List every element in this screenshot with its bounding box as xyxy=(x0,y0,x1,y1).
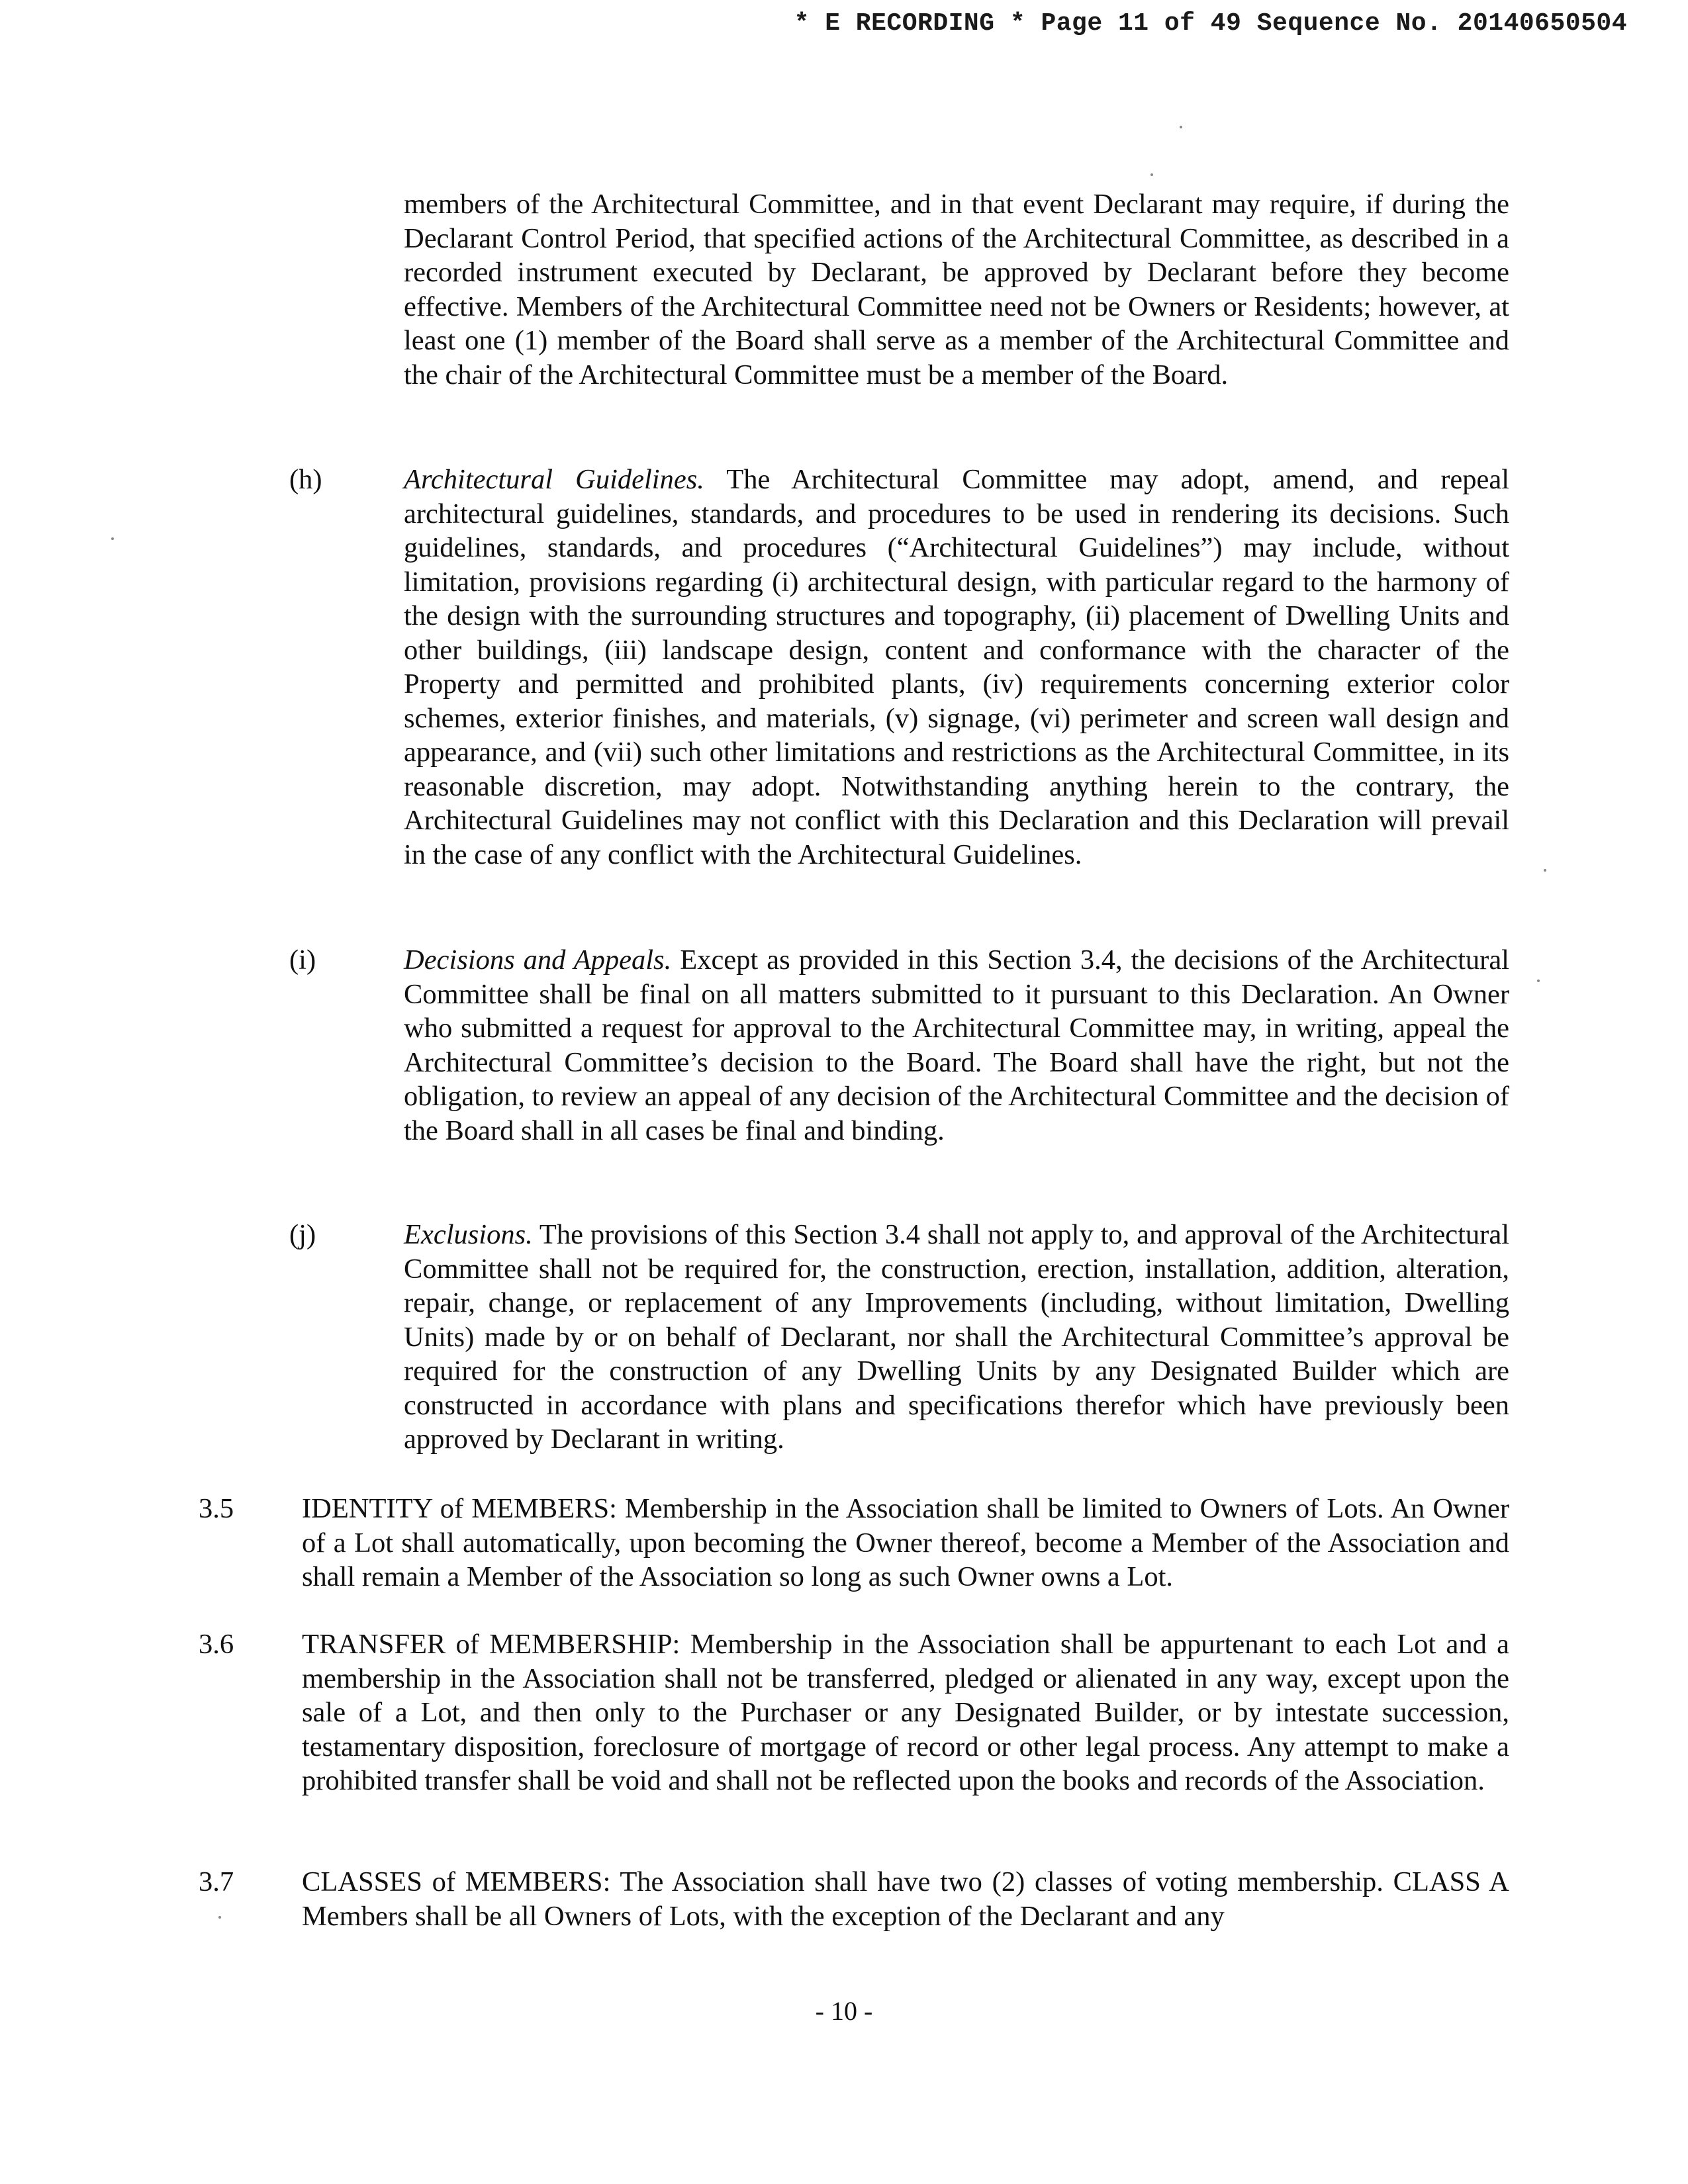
scan-speck xyxy=(1150,173,1153,176)
section-3-6-number: 3.6 xyxy=(199,1629,234,1660)
scan-speck xyxy=(111,537,114,540)
subsection-i-text: Except as provided in this Section 3.4, the decisions of the Architectural Committee shall be final on all matters submitted to it pursuant to this Declaration. An Owner who submitted a request for approval to the Architectural Committee may, in writing, appeal the Architectural Committee’s decision to the Board. The Board shall have the right, but not the obligation, to review an appeal of any decision of the Architectural Committee and the decision of the Board shall in all cases be final and binding. xyxy=(404,944,1509,1146)
subsection-j-title: Exclusions. xyxy=(404,1219,533,1250)
section-3-5-number: 3.5 xyxy=(199,1493,234,1524)
subsection-h-title: Architectural Guidelines. xyxy=(404,464,704,495)
recording-stamp: * E RECORDING * Page 11 of 49 Sequence No. 20140650504 xyxy=(794,9,1627,38)
subsection-i-paragraph xyxy=(404,943,1509,1148)
subsection-j-text: The provisions of this Section 3.4 shall not apply to, and approval of the Architectural Committee shall not be required for, the construction, erection, installation, addition, alteration, repair, change, or replacement of any Improvements (including, without limitation, Dwelling Units) made by or on behalf of Declarant, nor shall the Architectural Committee’s approval be required for the construction of any Dwelling Units by any Designated Builder which are constructed in accordance with plans and specifications therefor which have previously been approved by Declarant in writing. xyxy=(404,1219,1509,1455)
subsection-h-paragraph xyxy=(404,463,1509,872)
section-3-5-paragraph: IDENTITY of MEMBERS: Membership in the Association shall be limited to Owners of Lots. An Owner of a Lot shall automatically, upon becoming the Owner thereof, become a Member of the Association and shall remain a Member of the Association so long as such Owner owns a Lot. xyxy=(302,1493,1509,1592)
scan-speck xyxy=(1537,979,1540,982)
page-number: - 10 - xyxy=(815,1996,873,2026)
scan-speck xyxy=(1544,869,1546,872)
section-3-7-number: 3.7 xyxy=(199,1866,234,1897)
subsection-i-label: (i) xyxy=(289,944,316,976)
section-3-7-paragraph: CLASSES of MEMBERS: The Association shall have two (2) classes of voting membership. CLASS A Members shall be all Owners of Lots, with the exception of the Declarant and any xyxy=(302,1866,1509,1932)
continuation-paragraph: members of the Architectural Committee, and in that event Declarant may require, if during the Declarant Control Period, that specified actions of the Architectural Committee, as described in a recorded instrument executed by Declarant, be approved by Declarant before they become effective. Members of the Architectural Committee need not be Owners or Residents; however, at least one (1) member of the Board shall serve as a member of the Architectural Committee and the chair of the Architectural Committee must be a member of the Board. xyxy=(404,189,1509,390)
subsection-h-text: The Architectural Committee may adopt, amend, and repeal architectural guidelines, standards, and procedures to be used in rendering its decisions. Such guidelines, standards, and procedures (“Architectural Guidelines”) may include, without limitation, provisions regarding (i) architectural design, with particular regard to the harmony of the design with the surrounding structures and topography, (ii) placement of Dwelling Units and other buildings, (iii) landscape design, content and conformance with the character of the Property and permitted and prohibited plants, (iv) requirements concerning exterior color schemes, exterior finishes, and materials, (v) signage, (vi) perimeter and screen wall design and appearance, and (vii) such other limitations and restrictions as the Architectural Committee, in its reasonable discretion, may adopt. Notwithstanding anything herein to the contrary, the Architectural Guidelines may not conflict with this Declaration and this Declaration will prevail in the case of any conflict with the Architectural Guidelines. xyxy=(404,464,1509,870)
scan-speck xyxy=(1180,126,1182,128)
scan-speck xyxy=(218,1916,221,1919)
subsection-j-paragraph xyxy=(404,1218,1509,1457)
subsection-j-label: (j) xyxy=(289,1219,316,1250)
section-3-6-paragraph: TRANSFER of MEMBERSHIP: Membership in the Association shall be appurtenant to each Lot and a membership in the Association shall not be transferred, pledged or alienated in any way, except upon the sale of a Lot, and then only to the Purchaser or any Designated Builder, or by intestate succession, testamentary disposition, foreclosure of mortgage of record or other legal process. Any attempt to make a prohibited transfer shall be void and shall not be reflected upon the books and records of the Association. xyxy=(302,1629,1509,1796)
subsection-h-label: (h) xyxy=(289,464,322,495)
subsection-i-title: Decisions and Appeals. xyxy=(404,944,672,976)
